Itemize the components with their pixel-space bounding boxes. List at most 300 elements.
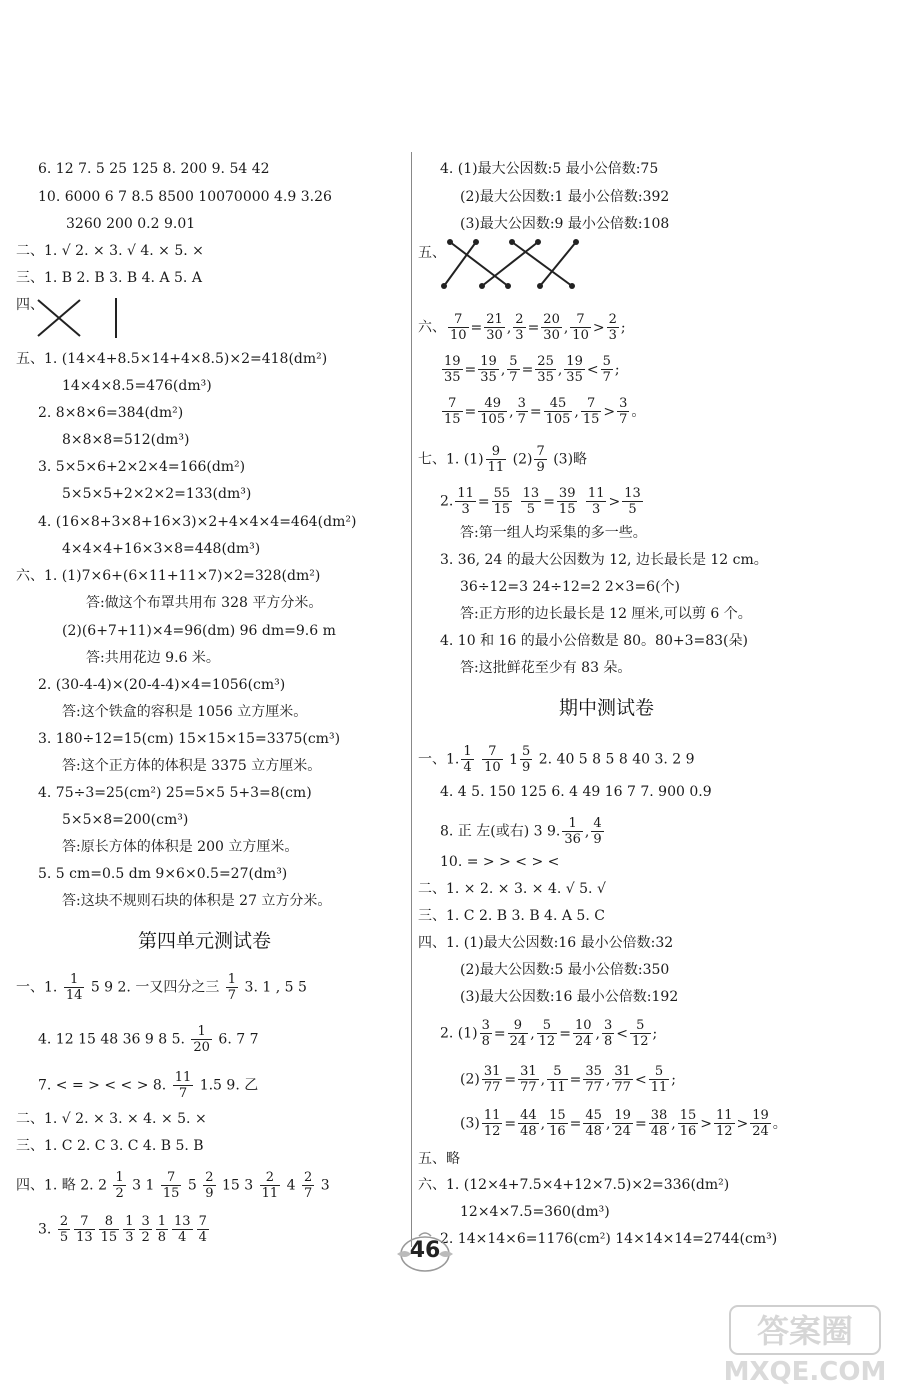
answer-text: 8. 正 左(或右) 3 9. (440, 823, 561, 840)
page-number-badge (395, 1230, 455, 1276)
math-symbol: , (671, 1115, 676, 1132)
answer-line: (2)最大公因数:1 最小公倍数:392 (460, 189, 670, 205)
matching-lines-diagram (436, 236, 596, 290)
numerator: 10 (574, 1018, 592, 1033)
numerator: 1 (562, 816, 583, 832)
denominator: 30 (486, 328, 503, 343)
denominator: 15 (444, 412, 461, 427)
fraction-comparison (440, 354, 620, 385)
answer-text: (2) (460, 1071, 480, 1088)
numerator: 15 (679, 1108, 697, 1123)
answer-line: 4. (16×8+3×8+16×3)×2+4×4×4=464(dm²) (38, 514, 357, 530)
math-symbol (476, 752, 480, 768)
numerator: 5 (547, 1064, 568, 1080)
fraction (113, 1170, 125, 1201)
answer-line: 四、1. (1)最大公因数:16 最小公倍数:32 (418, 935, 674, 951)
math-symbol: > (603, 403, 616, 420)
math-symbol: = (504, 1115, 517, 1132)
matching-lines-diagram (34, 296, 124, 342)
numerator: 7 (198, 1214, 207, 1229)
numerator: 11 (174, 1070, 192, 1085)
math-symbol: ; (671, 1071, 676, 1088)
denominator: 3 (125, 1230, 134, 1245)
answer-line: 4. 75÷3=25(cm²) 25=5×5 5+3=8(cm) (38, 785, 312, 801)
numerator: 44 (520, 1108, 537, 1123)
denominator: 48 (585, 1124, 602, 1139)
fraction-comparison (446, 312, 626, 343)
denominator: 9 (522, 760, 531, 775)
fraction (532, 444, 548, 475)
answer-line: 六、1. (1)7×6+(6×11+11×7)×2=328(dm²) (16, 568, 321, 584)
answer-line: (2)(6+7+11)×4=96(dm) 96 dm=9.6 m (62, 623, 336, 639)
numerator: 5 (522, 744, 531, 759)
math-symbol: < (586, 361, 599, 378)
answer-line (38, 1070, 258, 1101)
fraction (478, 396, 507, 427)
denominator: 3 (608, 328, 617, 343)
math-symbol: , (595, 1025, 600, 1042)
fraction (492, 486, 513, 517)
fraction (156, 1214, 168, 1245)
denominator: 7 (517, 412, 526, 427)
denominator: 12 (483, 1124, 501, 1139)
numerator: 15 (549, 1108, 566, 1123)
math-symbol: , (574, 403, 579, 420)
fraction (482, 1108, 503, 1139)
fraction (482, 744, 503, 775)
answer-text: 一、1. (418, 751, 460, 768)
answer-text: 4 (286, 1177, 296, 1194)
numerator: 7 (536, 444, 545, 459)
math-symbol: = (569, 1115, 582, 1132)
answer-line (440, 816, 606, 847)
numerator: 7 (442, 396, 463, 412)
answer-line: 二、1. √ 2. × 3. √ 4. × 5. × (16, 243, 204, 259)
numerator: 3 (481, 1018, 490, 1033)
math-symbol: < (616, 1025, 628, 1042)
fraction (442, 396, 463, 427)
answer-line: 2. 14×14×6=1176(cm²) 14×14×14=2744(cm³) (440, 1231, 778, 1247)
answer-line: 五、 (418, 245, 446, 261)
answer-text: (3) (460, 1115, 480, 1132)
fraction (518, 1064, 539, 1095)
math-symbol (579, 494, 583, 510)
answer-line: 3260 200 0.2 9.01 (66, 216, 196, 232)
answer-line: 五、略 (418, 1151, 460, 1167)
answer-line (418, 444, 587, 475)
answer-text: 15 3 (222, 1177, 254, 1194)
denominator: 15 (493, 502, 511, 517)
denominator: 48 (520, 1124, 537, 1139)
section-title: 期中测试卷 (559, 697, 655, 719)
answer-line: 答:这块不规则石块的体积是 27 立方分米。 (62, 893, 332, 909)
numerator: 31 (520, 1064, 537, 1079)
fraction (630, 1018, 651, 1049)
fraction (448, 312, 469, 343)
denominator: 77 (585, 1080, 602, 1095)
fraction (544, 396, 573, 427)
fraction (486, 444, 507, 475)
numerator: 39 (558, 486, 576, 501)
fraction (123, 1214, 135, 1245)
numerator: 45 (544, 396, 573, 412)
denominator: 36 (564, 832, 581, 847)
math-symbol: = (559, 1025, 571, 1042)
denominator: 8 (157, 1230, 167, 1245)
fraction (520, 744, 532, 775)
denominator: 77 (483, 1080, 501, 1095)
fraction (714, 1108, 735, 1139)
answer-line (418, 744, 695, 775)
math-symbol: , (509, 403, 514, 420)
answer-line: 答:共用花边 9.6 米。 (86, 650, 220, 666)
math-symbol: = (569, 1071, 582, 1088)
fraction (442, 354, 463, 385)
fraction (612, 1108, 633, 1139)
answer-line: (3)最大公因数:16 最小公倍数:192 (460, 989, 679, 1005)
numerator: 21 (486, 312, 503, 327)
answer-line: 14×4×8.5=476(dm³) (62, 378, 212, 394)
fraction (461, 744, 473, 775)
numerator: 5 (630, 1018, 651, 1034)
answer-line: 四、 (16, 297, 44, 313)
math-symbol: = (529, 403, 542, 420)
math-symbol: 。 (631, 403, 646, 420)
fraction (649, 1064, 670, 1095)
numerator: 19 (752, 1108, 769, 1123)
fraction (617, 396, 629, 427)
fraction (581, 396, 602, 427)
numerator: 2 (59, 1214, 69, 1229)
denominator: 2 (141, 1230, 150, 1245)
fraction (203, 1170, 215, 1201)
fraction (482, 1064, 503, 1095)
answer-line: 3. 180÷12=15(cm) 15×15×15=3375(cm³) (38, 731, 341, 747)
math-symbol: > (592, 319, 605, 336)
math-symbol: , (584, 823, 590, 840)
fraction (583, 1064, 604, 1095)
fraction (573, 1018, 594, 1049)
numerator: 7 (161, 1170, 182, 1186)
numerator: 2 (205, 1170, 214, 1185)
answer-text: 1.5 9. 乙 (199, 1077, 259, 1094)
numerator: 11 (715, 1108, 733, 1123)
denominator: 9 (536, 460, 545, 475)
denominator: 13 (76, 1230, 93, 1245)
denominator: 105 (480, 412, 506, 427)
denominator: 12 (631, 1034, 649, 1049)
math-symbol: , (530, 1025, 535, 1042)
numerator: 55 (493, 486, 511, 501)
numerator: 9 (486, 444, 507, 460)
denominator: 9 (205, 1186, 214, 1201)
watermark-logo (700, 1300, 900, 1390)
answer-text: 六、 (418, 319, 446, 336)
numerator: 2 (260, 1170, 281, 1186)
fraction (484, 444, 509, 475)
fraction (161, 1170, 182, 1201)
answer-text: 四、1. 略 2. 2 (16, 1177, 107, 1194)
denominator: 20 (193, 1040, 210, 1055)
answer-line: 12×4×7.5=360(dm³) (460, 1204, 610, 1220)
answer-line: 10. = > > < > < (440, 854, 560, 870)
numerator: 5 (509, 354, 518, 369)
numerator: 19 (444, 354, 461, 369)
answer-line: 二、1. √ 2. × 3. × 4. × 5. × (16, 1111, 207, 1127)
answer-text: 4. 12 15 48 36 9 8 5. (38, 1031, 185, 1048)
denominator: 11 (650, 1080, 668, 1095)
numerator: 1 (115, 1170, 124, 1185)
answer-line (16, 1170, 330, 1201)
fraction (64, 972, 85, 1003)
fraction (173, 1070, 194, 1101)
math-symbol: = (464, 403, 477, 420)
fraction-comparison (480, 1108, 787, 1139)
numerator: 1 (64, 972, 85, 988)
fraction (601, 354, 613, 385)
denominator: 10 (484, 760, 501, 775)
denominator: 35 (537, 370, 554, 385)
denominator: 105 (545, 412, 571, 427)
denominator: 24 (509, 1034, 527, 1049)
denominator: 7 (509, 370, 518, 385)
denominator: 3 (461, 502, 470, 517)
math-symbol: = (477, 493, 490, 510)
answer-line: 二、1. × 2. × 3. × 4. √ 5. √ (418, 881, 606, 897)
numerator: 13 (174, 1214, 191, 1229)
denominator: 10 (572, 328, 589, 343)
fraction (547, 1064, 568, 1095)
numerator: 3 (603, 1018, 613, 1033)
numerator: 1 (157, 1214, 167, 1229)
numerator: 31 (483, 1064, 501, 1079)
denominator: 7 (178, 1086, 188, 1101)
answer-text: (3)略 (553, 451, 588, 468)
page-number: 46 (409, 1238, 441, 1263)
fraction (455, 486, 476, 517)
answer-text: 2. (1) (440, 1025, 478, 1042)
denominator: 16 (679, 1124, 697, 1139)
fraction (602, 1018, 614, 1049)
math-symbol: 。 (772, 1115, 787, 1132)
denominator: 15 (162, 1186, 180, 1201)
fraction (557, 486, 578, 517)
denominator: 4 (178, 1230, 187, 1245)
answer-line: 4. 4 5. 150 125 6. 4 49 16 7 7. 900 0.9 (440, 784, 712, 800)
numerator: 13 (522, 486, 540, 501)
answer-line: 4×4×4+16×3×8=448(dm³) (62, 541, 261, 557)
answer-line: 答:做这个布罩共用布 328 平方分米。 (86, 595, 323, 611)
math-symbol: = (543, 493, 555, 510)
numerator: 8 (99, 1214, 120, 1230)
answer-line: 2. 8×8×6=384(dm²) (38, 405, 184, 421)
math-symbol: = (470, 319, 483, 336)
denominator: 35 (566, 370, 583, 385)
answer-line: 4. 10 和 16 的最小公倍数是 80。80+3=83(朵) (440, 633, 748, 649)
denominator: 4 (198, 1230, 207, 1245)
fraction (139, 1214, 151, 1245)
fraction (541, 312, 562, 343)
fraction (58, 1214, 70, 1245)
fraction (570, 312, 591, 343)
denominator: 9 (593, 832, 602, 847)
answer-line: 8×8×8=512(dm³) (62, 432, 190, 448)
math-symbol: > (700, 1115, 712, 1132)
denominator: 4 (463, 760, 472, 775)
numerator: 3 (141, 1214, 150, 1229)
math-symbol: ; (614, 361, 620, 378)
answer-line (16, 972, 307, 1003)
svg-text:MXQE.COM: MXQE.COM (723, 1357, 887, 1387)
fraction (564, 354, 585, 385)
numerator: 3 (619, 396, 628, 411)
denominator: 12 (538, 1034, 556, 1049)
numerator: 38 (650, 1108, 668, 1123)
answer-text: 6. 7 7 (218, 1031, 259, 1048)
fraction-comparison (440, 396, 646, 427)
fraction (197, 1214, 209, 1245)
answer-line: 三、1. B 2. B 3. B 4. A 5. A (16, 270, 202, 286)
denominator: 24 (752, 1124, 769, 1139)
answer-text: 2. 40 5 8 5 8 40 3. 2 9 (538, 751, 695, 768)
answer-line (38, 1214, 211, 1245)
answer-line (38, 1024, 258, 1055)
answer-line: 答:正方形的边长最长是 12 厘米,可以剪 6 个。 (460, 606, 752, 622)
fraction (535, 354, 556, 385)
answer-line: 4. (1)最大公因数:5 最小公倍数:75 (440, 161, 659, 177)
answer-line: 5. 5 cm=0.5 dm 9×6×0.5=27(dm³) (38, 866, 288, 882)
denominator: 24 (614, 1124, 631, 1139)
answer-text: 3 (320, 1177, 330, 1194)
denominator: 11 (261, 1186, 279, 1201)
math-symbol: , (605, 1071, 611, 1088)
math-symbol: < (634, 1071, 647, 1088)
denominator: 2 (115, 1186, 124, 1201)
denominator: 5 (526, 502, 536, 517)
fraction (649, 1108, 670, 1139)
denominator: 8 (603, 1034, 613, 1049)
answer-line: 答:这批鲜花至少有 83 朵。 (460, 660, 632, 676)
fraction (678, 1108, 699, 1139)
answer-line: 10. 6000 6 7 8.5 8500 10070000 4.9 3.26 (38, 189, 332, 205)
math-symbol: , (506, 319, 512, 336)
answer-line: 3. 5×5×6+2×2×4=166(dm²) (38, 459, 246, 475)
fraction (586, 486, 607, 517)
fraction-comparison (480, 1064, 676, 1095)
answer-line: (3)最大公因数:9 最小公倍数:108 (460, 216, 670, 232)
math-symbol: = (464, 361, 477, 378)
answer-line: 3. 36, 24 的最大公因数为 12, 边长最长是 12 cm。 (440, 552, 768, 568)
math-symbol (514, 494, 518, 510)
column-divider (411, 152, 412, 1247)
answer-line: 六、1. (12×4+7.5×4+12×7.5)×2=336(dm²) (418, 1177, 730, 1193)
answer-line (440, 486, 645, 517)
watermark-icon (700, 1300, 900, 1390)
math-symbol: ; (652, 1025, 658, 1042)
answer-line: 三、1. C 2. B 3. B 4. A 5. C (418, 908, 605, 924)
numerator: 1 (125, 1214, 134, 1229)
fraction (484, 312, 505, 343)
answer-text: 3. (38, 1221, 52, 1238)
numerator: 2 (304, 1170, 313, 1185)
numerator: 49 (478, 396, 507, 412)
denominator: 35 (480, 370, 497, 385)
numerator: 5 (649, 1064, 670, 1080)
fraction (521, 486, 542, 517)
math-symbol: = (527, 319, 540, 336)
numerator: 5 (537, 1018, 558, 1034)
numerator: 25 (537, 354, 554, 369)
denominator: 8 (481, 1034, 490, 1049)
answer-line: 三、1. C 2. C 3. C 4. B 5. B (16, 1138, 204, 1154)
fraction (562, 816, 583, 847)
denominator: 15 (582, 412, 600, 427)
fraction-comparison (478, 1018, 658, 1049)
fraction (591, 816, 603, 847)
fraction (226, 972, 238, 1003)
denominator: 16 (549, 1124, 566, 1139)
denominator: 30 (543, 328, 560, 343)
numerator: 31 (614, 1064, 631, 1079)
fraction (750, 1108, 771, 1139)
math-symbol: , (500, 361, 506, 378)
denominator: 35 (444, 370, 461, 385)
denominator: 5 (628, 502, 637, 517)
answer-line: 五、1. (14×4+8.5×14+4×8.5)×2=418(dm²) (16, 351, 328, 367)
denominator: 7 (304, 1186, 313, 1201)
fraction (518, 1108, 539, 1139)
fraction-list (56, 1214, 211, 1245)
numerator: 1 (227, 972, 237, 987)
fraction (478, 354, 499, 385)
denominator: 12 (715, 1124, 733, 1139)
denominator: 24 (574, 1034, 592, 1049)
math-symbol: , (557, 361, 563, 378)
answer-line: 5×5×8=200(cm³) (62, 812, 189, 828)
math-symbol: = (521, 361, 534, 378)
denominator: 77 (520, 1080, 537, 1095)
fraction (260, 1170, 281, 1201)
math-symbol: , (540, 1071, 546, 1088)
denominator: 48 (650, 1124, 668, 1139)
answer-line (440, 354, 620, 385)
answer-line (418, 312, 626, 343)
denominator: 3 (592, 502, 601, 517)
answer-line: 2. (30-4-4)×(20-4-4)×4=1056(cm³) (38, 677, 286, 693)
numerator: 7 (482, 744, 503, 760)
fraction-list (560, 816, 605, 847)
answer-line (460, 1064, 676, 1095)
denominator: 10 (450, 328, 467, 343)
numerator: 2 (515, 312, 524, 327)
answer-line: (2)最大公因数:5 最小公倍数:350 (460, 962, 670, 978)
answer-line: 36÷12=3 24÷12=2 2×3=6(个) (460, 579, 681, 595)
denominator: 15 (558, 502, 576, 517)
fraction (508, 1018, 529, 1049)
numerator: 5 (602, 354, 611, 369)
fraction-list (459, 744, 534, 775)
denominator: 11 (549, 1080, 566, 1095)
denominator: 7 (602, 370, 611, 385)
numerator: 7 (581, 396, 602, 412)
fraction (607, 312, 619, 343)
fraction (537, 1018, 558, 1049)
math-symbol: 1 (504, 751, 518, 768)
numerator: 1 (191, 1024, 212, 1040)
fraction (480, 1018, 492, 1049)
math-symbol: , (605, 1115, 611, 1132)
denominator: 11 (487, 460, 505, 475)
